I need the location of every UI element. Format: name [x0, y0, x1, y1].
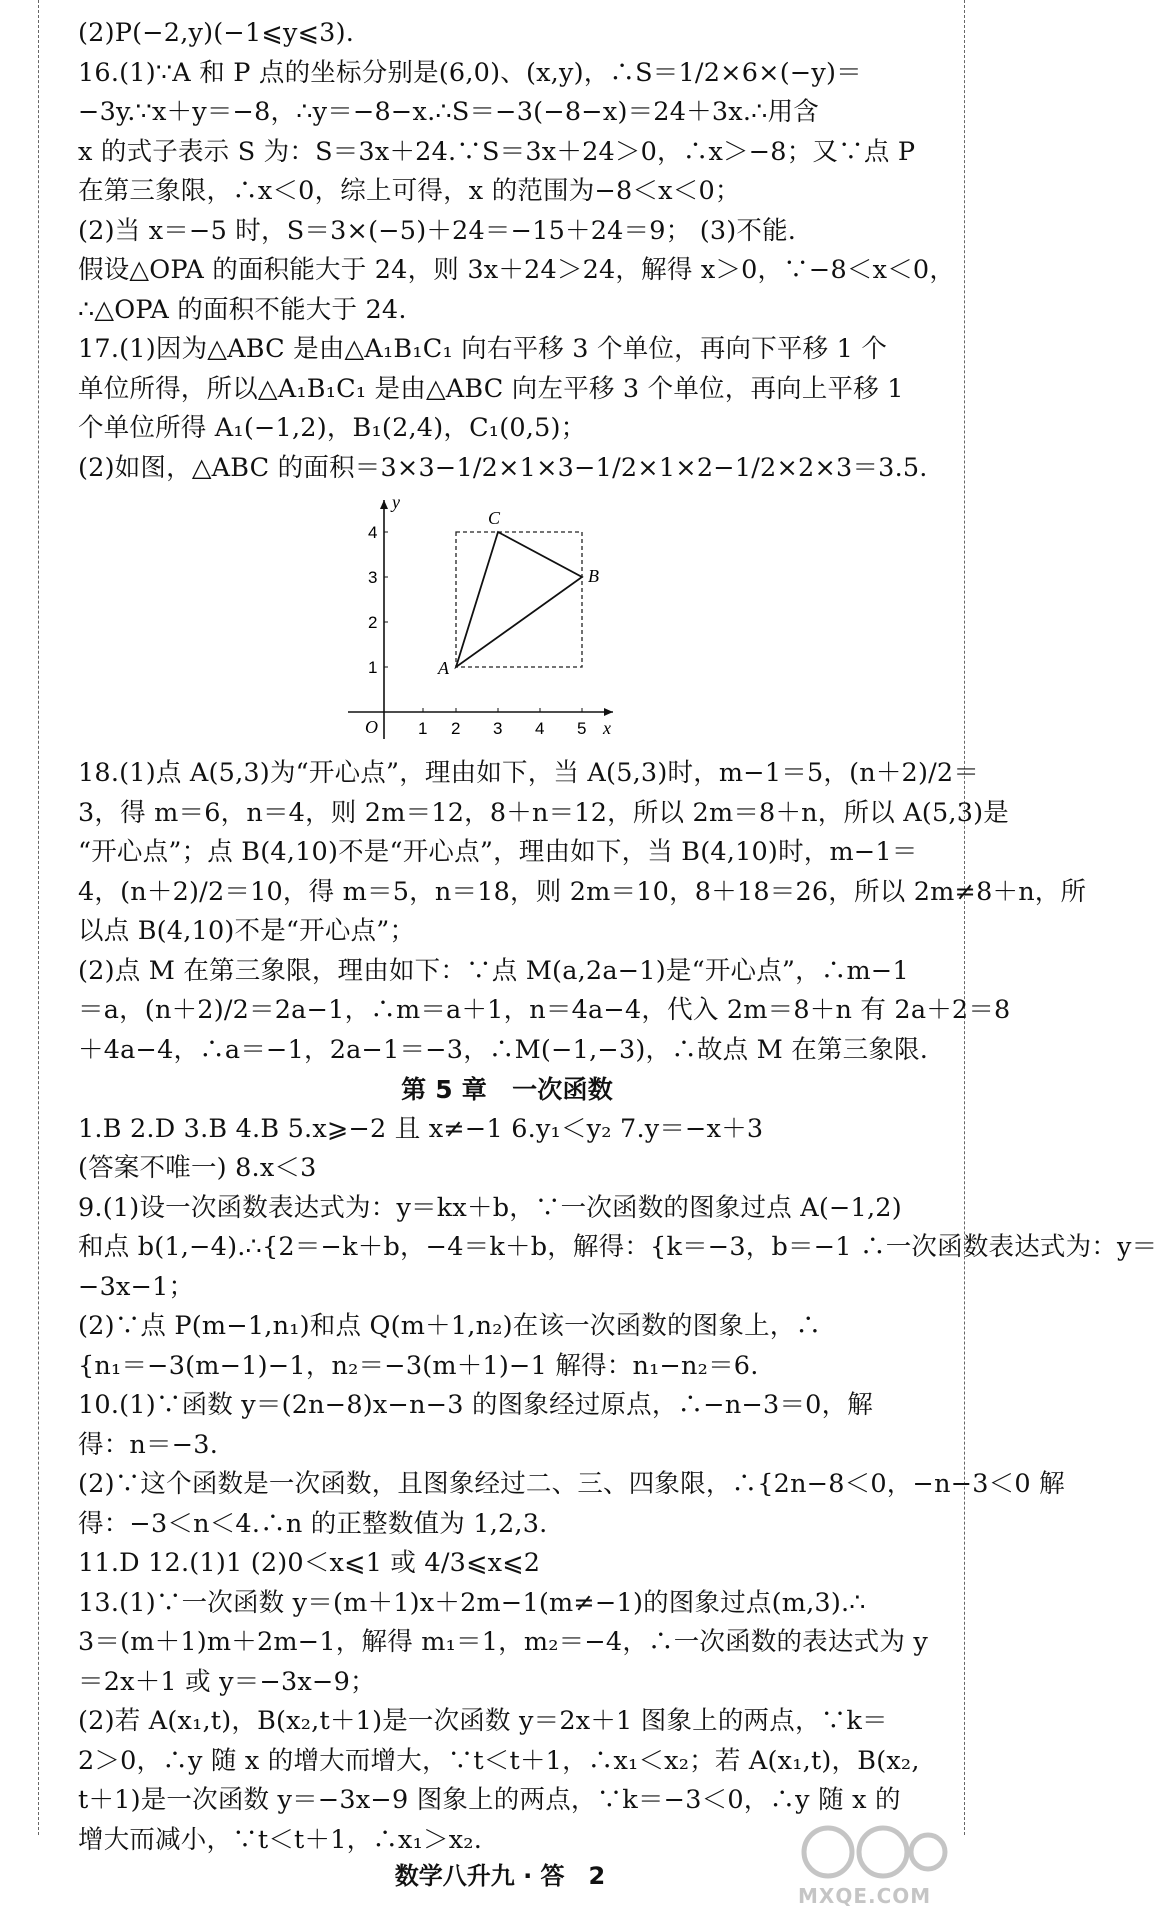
text-line: {n₁＝−3(m−1)−1，n₂＝−3(m＋1)−1 解得：n₁−n₂＝6. — [78, 1350, 759, 1381]
text-line: ＝2x＋1 或 y＝−3x−9； — [78, 1666, 376, 1697]
text-line: 2＞0，∴y 随 x 的增大而增大，∵t＜t＋1，∴x₁＜x₂；若 A(x₁,t)，B(x₂, — [78, 1745, 920, 1776]
answer-content — [78, 14, 1157, 1860]
page-footer: 数学八升九 · 答 2 — [394, 1862, 606, 1890]
text-line: 得：−3＜n＜4.∴n 的正整数值为 1,2,3. — [78, 1508, 548, 1539]
y-tick-label: 4 — [368, 523, 378, 542]
point-a-label: A — [438, 658, 450, 678]
x-tick-label: 3 — [493, 719, 503, 738]
triangle-figure — [78, 494, 936, 744]
y-tick-label: 1 — [368, 658, 378, 677]
text-line: 以点 B(4,10)不是“开心点”； — [78, 916, 416, 946]
text-line: 3＝(m＋1)m＋2m−1，解得 m₁＝1，m₂＝−4，∴一次函数的表达式为 y — [78, 1627, 928, 1657]
text-line: 假设△OPA 的面积能大于 24，则 3x＋24＞24，解得 x＞0，∵−8＜x＜0， — [78, 255, 956, 285]
text-line: 11.D 12.(1)1 (2)0＜x⩽1 或 4/3⩽x⩽2 — [78, 1548, 541, 1578]
site-watermark — [788, 1820, 948, 1912]
text-line: 10.(1)∵函数 y＝(2n−8)x−n−3 的图象经过原点，∴−n−3＝0，解 — [78, 1390, 873, 1420]
watermark-logo-icon — [788, 1820, 948, 1890]
text-line: (2)若 A(x₁,t)，B(x₂,t＋1)是一次函数 y＝2x＋1 图象上的两点，∵k＝ — [78, 1706, 888, 1736]
x-tick-label: 1 — [418, 719, 428, 738]
y-axis-label: y — [392, 492, 401, 512]
text-line: (2)∵这个函数是一次函数，且图象经过二、三、四象限，∴{2n−8＜0，−n−3＜0 解 — [78, 1469, 1065, 1499]
bounding-box — [456, 532, 582, 667]
text-line: 个单位所得 A₁(−1,2)，B₁(2,4)，C₁(0,5)； — [78, 413, 587, 443]
text-line: 1.B 2.D 3.B 4.B 5.x⩾−2 且 x≠−1 6.y₁＜y₂ 7.y＝−x＋3 — [78, 1113, 764, 1144]
text-line: (2)点 M 在第三象限，理由如下：∵点 M(a,2a−1)是“开心点”，∴m−1 — [78, 955, 909, 986]
text-line: ∴△OPA 的面积不能大于 24. — [78, 294, 407, 325]
text-line: 4，(n＋2)/2＝10，得 m＝5，n＝18，则 2m＝10，8＋18＝26，所以 2m≠8＋n，所 — [78, 876, 1087, 907]
x-axis-label: x — [603, 718, 612, 738]
text-line: 在第三象限，∴x＜0，综上可得，x 的范围为−8＜x＜0； — [78, 176, 741, 206]
text-line: (答案不唯一) 8.x＜3 — [78, 1153, 317, 1183]
text-line: 增大而减小，∵t＜t＋1，∴x₁＞x₂. — [78, 1824, 483, 1855]
coordinate-plot — [348, 494, 628, 744]
block-a — [78, 14, 956, 488]
text-line: (2)当 x＝−5 时，S＝3×(−5)＋24＝−15＋24＝9； (3)不能. — [78, 215, 797, 246]
y-tick-label: 2 — [368, 613, 378, 632]
y-axis-arrow — [380, 500, 388, 509]
x-tick-label: 4 — [535, 719, 545, 738]
text-line: 3，得 m＝6，n＝4，则 2m＝12，8＋n＝12，所以 2m＝8＋n，所以 A(5,3)是 — [78, 797, 1009, 828]
text-line: (2)P(−2,y)(−1⩽y⩽3). — [78, 18, 355, 48]
x-tick-label: 2 — [451, 719, 461, 738]
text-line: 得：n＝−3. — [78, 1429, 219, 1460]
text-line: 单位所得，所以△A₁B₁C₁ 是由△ABC 向左平移 3 个单位，再向上平移 1 — [78, 373, 904, 404]
text-line: 9.(1)设一次函数表达式为：y＝kx＋b，∵一次函数的图象过点 A(−1,2) — [78, 1192, 902, 1223]
text-line: 18.(1)点 A(5,3)为“开心点”，理由如下，当 A(5,3)时，m−1＝5，(n＋2)/2＝ — [78, 758, 980, 788]
y-tick-label: 3 — [368, 568, 378, 587]
text-line: ＋4a−4，∴a＝−1，2a−1＝−3，∴M(−1,−3)，∴故点 M 在第三象限. — [78, 1034, 929, 1065]
text-line: 17.(1)因为△ABC 是由△A₁B₁C₁ 向右平移 3 个单位，再向下平移 1 个 — [78, 334, 888, 364]
point-c-label: C — [488, 508, 501, 528]
chapter-heading: 第 5 章 一次函数 — [401, 1075, 613, 1104]
text-line: −3x−1； — [78, 1271, 195, 1302]
block-b — [78, 754, 1087, 1070]
text-line: 16.(1)∵A 和 P 点的坐标分别是(6,0)、(x,y)，∴S＝1/2×6×(−y)＝ — [78, 57, 862, 88]
text-line: (2)∵点 P(m−1,n₁)和点 Q(m＋1,n₂)在该一次函数的图象上，∴ — [78, 1311, 822, 1341]
text-line: x 的式子表示 S 为：S＝3x＋24.∵S＝3x＋24＞0，∴x＞−8；又∵点 P — [78, 136, 916, 167]
watermark-text: MXQE.COM — [798, 1884, 932, 1908]
origin-label: O — [365, 717, 379, 737]
x-tick-label: 5 — [577, 719, 587, 738]
point-b-label: B — [588, 566, 600, 586]
x-axis-arrow — [604, 708, 613, 716]
text-line: 13.(1)∵一次函数 y＝(m＋1)x＋2m−1(m≠−1)的图象过点(m,3).∴ — [78, 1587, 866, 1618]
block-c — [78, 1110, 1157, 1861]
text-line: t＋1)是一次函数 y＝−3x−9 图象上的两点，∵k＝−3＜0，∴y 随 x 的 — [78, 1785, 901, 1815]
text-line: 和点 b(1,−4).∴{2＝−k＋b，−4＝k＋b，解得：{k＝−3，b＝−1 ∴一次函数表达式为：y＝ — [78, 1232, 1157, 1262]
text-line: (2)如图，△ABC 的面积＝3×3−1/2×1×3−1/2×1×2−1/2×2×3＝3.5. — [78, 452, 928, 483]
text-line: ＝a，(n＋2)/2＝2a−1，∴m＝a＋1，n＝4a−4，代入 2m＝8＋n 有 2a＋2＝8 — [78, 995, 1011, 1025]
text-line: “开心点”；点 B(4,10)不是“开心点”，理由如下，当 B(4,10)时，m−1＝ — [78, 837, 918, 867]
text-line: −3y.∵x＋y＝−8，∴y＝−8−x.∴S＝−3(−8−x)＝24＋3x.∴用含 — [78, 97, 819, 127]
triangle-abc — [456, 532, 582, 667]
